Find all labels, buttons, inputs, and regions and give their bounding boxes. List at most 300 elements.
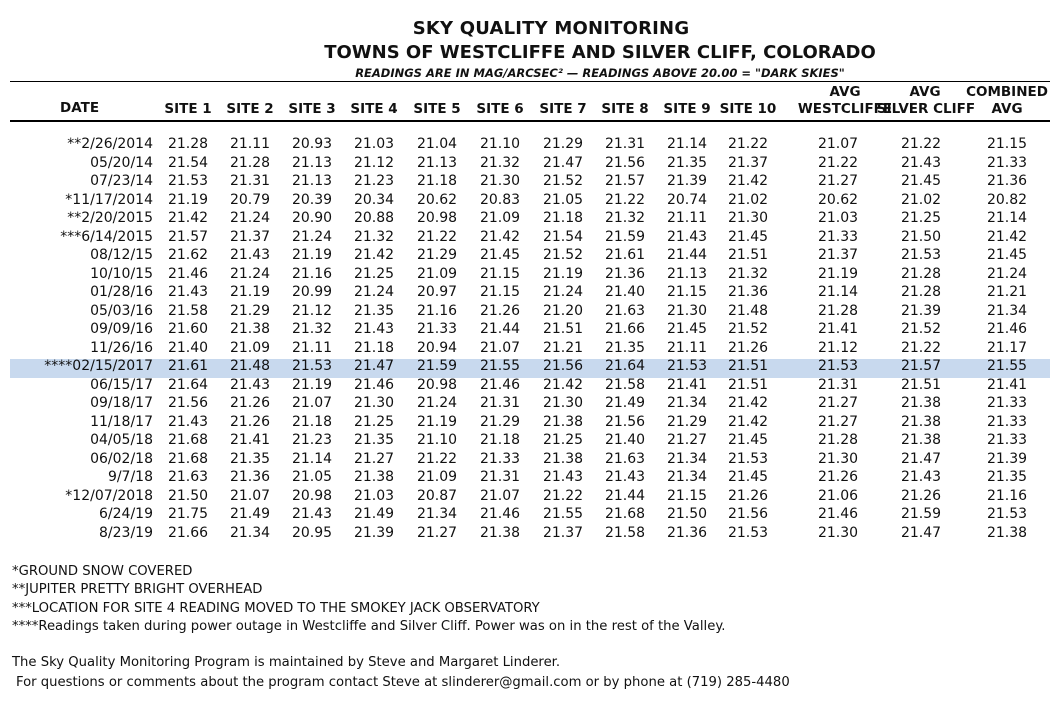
col-header-combined: AVG bbox=[991, 101, 1023, 117]
cell-site-2: 21.48 bbox=[229, 358, 271, 374]
cell-site-2: 21.24 bbox=[229, 210, 271, 226]
cell-site-10: 21.42 bbox=[727, 395, 769, 411]
cell-site-8: 21.22 bbox=[604, 191, 646, 208]
cell-site-2: 21.07 bbox=[229, 487, 271, 504]
cell-site-3: 21.19 bbox=[291, 247, 333, 263]
cell-site-2: 21.35 bbox=[229, 450, 271, 467]
cell-site-8: 21.68 bbox=[604, 506, 646, 522]
cell-site-6: 21.42 bbox=[479, 228, 521, 245]
cell-combined-avg: 21.35 bbox=[986, 469, 1028, 485]
cell-site-6: 21.45 bbox=[479, 247, 521, 263]
readings-table bbox=[0, 135, 1062, 542]
cell-combined-avg: 21.41 bbox=[986, 376, 1028, 393]
cell-avg-westcliffe: 21.14 bbox=[817, 284, 859, 300]
cell-avg-westcliffe: 21.22 bbox=[817, 154, 859, 171]
cell-site-3: 21.16 bbox=[291, 265, 333, 282]
col-header-site-4: SITE 4 bbox=[350, 101, 398, 117]
cell-date: ****02/15/2017 bbox=[44, 358, 153, 374]
cell-avg-silvercliff: 21.38 bbox=[900, 395, 942, 411]
table-row bbox=[0, 468, 1062, 487]
cell-site-3: 21.19 bbox=[291, 376, 333, 393]
cell-site-6: 21.33 bbox=[479, 450, 521, 467]
cell-site-3: 21.07 bbox=[291, 395, 333, 411]
cell-site-10: 21.36 bbox=[727, 284, 769, 300]
cell-site-9: 21.34 bbox=[666, 469, 708, 485]
cell-site-1: 21.60 bbox=[167, 321, 209, 337]
cell-date: 9/7/18 bbox=[107, 469, 153, 485]
cell-avg-silvercliff: 21.39 bbox=[900, 302, 942, 319]
cell-avg-westcliffe: 21.30 bbox=[817, 524, 859, 541]
cell-site-4: 21.30 bbox=[353, 395, 395, 411]
cell-site-1: 21.28 bbox=[167, 136, 209, 152]
cell-site-5: 21.09 bbox=[416, 265, 458, 282]
cell-site-10: 21.52 bbox=[727, 321, 769, 337]
cell-avg-silvercliff: 21.52 bbox=[900, 321, 942, 337]
cell-combined-avg: 21.33 bbox=[986, 154, 1028, 171]
cell-site-10: 21.53 bbox=[727, 450, 769, 467]
header-top-rule bbox=[10, 81, 1050, 82]
cell-site-4: 21.38 bbox=[353, 469, 395, 485]
cell-site-1: 21.54 bbox=[167, 154, 209, 171]
cell-site-4: 21.25 bbox=[353, 413, 395, 430]
cell-date: 08/12/15 bbox=[90, 247, 153, 263]
cell-avg-westcliffe: 21.03 bbox=[817, 210, 859, 226]
table-row bbox=[0, 265, 1062, 284]
cell-site-9: 21.15 bbox=[666, 284, 708, 300]
cell-site-10: 21.45 bbox=[727, 432, 769, 448]
cell-date: 01/28/16 bbox=[90, 284, 153, 300]
cell-site-9: 21.36 bbox=[666, 524, 708, 541]
cell-site-9: 21.44 bbox=[666, 247, 708, 263]
cell-site-4: 21.47 bbox=[353, 358, 395, 374]
cell-combined-avg: 21.42 bbox=[986, 228, 1028, 245]
cell-avg-westcliffe: 21.31 bbox=[817, 376, 859, 393]
cell-avg-silvercliff: 21.43 bbox=[900, 154, 942, 171]
cell-avg-westcliffe: 21.53 bbox=[817, 358, 859, 374]
table-row bbox=[0, 135, 1062, 154]
cell-site-8: 21.59 bbox=[604, 228, 646, 245]
cell-site-10: 21.42 bbox=[727, 173, 769, 189]
cell-site-10: 21.02 bbox=[727, 191, 769, 208]
footnote: **JUPITER PRETTY BRIGHT OVERHEAD bbox=[12, 582, 263, 598]
cell-site-5: 21.10 bbox=[416, 432, 458, 448]
cell-date: 06/02/18 bbox=[90, 450, 153, 467]
cell-avg-westcliffe: 21.46 bbox=[817, 506, 859, 522]
cell-combined-avg: 21.33 bbox=[986, 413, 1028, 430]
cell-site-7: 21.55 bbox=[542, 506, 584, 522]
table-row bbox=[0, 505, 1062, 524]
cell-site-7: 21.38 bbox=[542, 450, 584, 467]
cell-site-4: 21.18 bbox=[353, 339, 395, 356]
cell-site-3: 20.95 bbox=[291, 524, 333, 541]
cell-site-4: 21.39 bbox=[353, 524, 395, 541]
cell-site-10: 21.26 bbox=[727, 339, 769, 356]
cell-site-1: 21.64 bbox=[167, 376, 209, 393]
cell-site-8: 21.63 bbox=[604, 450, 646, 467]
table-row bbox=[0, 154, 1062, 173]
cell-avg-westcliffe: 21.07 bbox=[817, 136, 859, 152]
table-row bbox=[0, 209, 1062, 228]
cell-site-1: 21.46 bbox=[167, 265, 209, 282]
cell-site-6: 21.18 bbox=[479, 432, 521, 448]
cell-site-9: 21.34 bbox=[666, 395, 708, 411]
cell-combined-avg: 21.34 bbox=[986, 302, 1028, 319]
cell-site-2: 21.37 bbox=[229, 228, 271, 245]
cell-site-7: 21.05 bbox=[542, 191, 584, 208]
cell-site-8: 21.49 bbox=[604, 395, 646, 411]
cell-site-2: 21.09 bbox=[229, 339, 271, 356]
cell-site-2: 21.34 bbox=[229, 524, 271, 541]
col-header-site-6: SITE 6 bbox=[476, 101, 524, 117]
cell-site-6: 21.10 bbox=[479, 136, 521, 152]
cell-site-5: 20.62 bbox=[416, 191, 458, 208]
table-row bbox=[0, 413, 1062, 432]
cell-site-3: 21.32 bbox=[291, 321, 333, 337]
cell-site-5: 21.22 bbox=[416, 228, 458, 245]
cell-site-2: 21.26 bbox=[229, 413, 271, 430]
cell-avg-silvercliff: 21.51 bbox=[900, 376, 942, 393]
cell-avg-silvercliff: 21.45 bbox=[900, 173, 942, 189]
cell-date: 6/24/19 bbox=[99, 506, 153, 522]
cell-date: 05/20/14 bbox=[90, 154, 153, 171]
cell-site-6: 21.09 bbox=[479, 210, 521, 226]
cell-site-8: 21.56 bbox=[604, 154, 646, 171]
cell-site-7: 21.56 bbox=[542, 358, 584, 374]
cell-avg-silvercliff: 21.47 bbox=[900, 450, 942, 467]
cell-site-6: 21.31 bbox=[479, 395, 521, 411]
cell-avg-westcliffe: 21.37 bbox=[817, 247, 859, 263]
cell-avg-silvercliff: 21.02 bbox=[900, 191, 942, 208]
cell-combined-avg: 21.39 bbox=[986, 450, 1028, 467]
col-header-avg-westcliffe: WESTCLIFFE bbox=[797, 101, 893, 117]
cell-site-1: 21.61 bbox=[167, 358, 209, 374]
cell-site-6: 21.15 bbox=[479, 265, 521, 282]
cell-site-8: 21.40 bbox=[604, 284, 646, 300]
cell-site-6: 21.44 bbox=[479, 321, 521, 337]
cell-site-2: 21.24 bbox=[229, 265, 271, 282]
cell-site-3: 21.13 bbox=[291, 154, 333, 171]
cell-site-5: 21.24 bbox=[416, 395, 458, 411]
cell-site-8: 21.61 bbox=[604, 247, 646, 263]
cell-site-8: 21.43 bbox=[604, 469, 646, 485]
cell-site-1: 21.43 bbox=[167, 284, 209, 300]
cell-site-6: 21.38 bbox=[479, 524, 521, 541]
cell-site-10: 21.30 bbox=[727, 210, 769, 226]
col-header-site-5: SITE 5 bbox=[413, 101, 461, 117]
col-header-site-3: SITE 3 bbox=[288, 101, 336, 117]
table-row bbox=[0, 320, 1062, 339]
cell-avg-silvercliff: 21.59 bbox=[900, 506, 942, 522]
cell-site-3: 20.39 bbox=[291, 191, 333, 208]
cell-date: *11/17/2014 bbox=[65, 191, 153, 208]
cell-site-2: 21.11 bbox=[229, 136, 271, 152]
col-header-combined-top: COMBINED bbox=[966, 84, 1048, 100]
cell-combined-avg: 21.53 bbox=[986, 506, 1028, 522]
cell-combined-avg: 21.55 bbox=[986, 358, 1028, 374]
cell-site-6: 21.15 bbox=[479, 284, 521, 300]
cell-site-7: 21.18 bbox=[542, 210, 584, 226]
cell-avg-silvercliff: 21.57 bbox=[900, 358, 942, 374]
cell-site-5: 21.16 bbox=[416, 302, 458, 319]
cell-site-7: 21.42 bbox=[542, 376, 584, 393]
cell-avg-silvercliff: 21.25 bbox=[900, 210, 942, 226]
cell-site-5: 20.98 bbox=[416, 210, 458, 226]
cell-date: 06/15/17 bbox=[90, 376, 153, 393]
cell-site-7: 21.29 bbox=[542, 136, 584, 152]
cell-date: 11/18/17 bbox=[90, 413, 153, 430]
cell-avg-westcliffe: 21.28 bbox=[817, 432, 859, 448]
cell-site-8: 21.57 bbox=[604, 173, 646, 189]
cell-site-5: 21.13 bbox=[416, 154, 458, 171]
cell-site-1: 21.43 bbox=[167, 413, 209, 430]
cell-site-3: 21.11 bbox=[291, 339, 333, 356]
table-row bbox=[0, 431, 1062, 450]
cell-site-7: 21.22 bbox=[542, 487, 584, 504]
cell-site-5: 20.98 bbox=[416, 376, 458, 393]
cell-site-10: 21.22 bbox=[727, 136, 769, 152]
cell-site-1: 21.53 bbox=[167, 173, 209, 189]
cell-site-7: 21.21 bbox=[542, 339, 584, 356]
units-note: READINGS ARE IN MAG/ARCSEC² — READINGS ABOVE 20.00 = "DARK SKIES" bbox=[355, 66, 845, 80]
cell-site-10: 21.26 bbox=[727, 487, 769, 504]
cell-site-7: 21.38 bbox=[542, 413, 584, 430]
table-row bbox=[0, 283, 1062, 302]
cell-site-7: 21.20 bbox=[542, 302, 584, 319]
cell-avg-westcliffe: 21.26 bbox=[817, 469, 859, 485]
cell-site-2: 21.41 bbox=[229, 432, 271, 448]
cell-site-10: 21.56 bbox=[727, 506, 769, 522]
cell-date: *12/07/2018 bbox=[65, 487, 153, 504]
cell-site-7: 21.43 bbox=[542, 469, 584, 485]
cell-site-2: 21.31 bbox=[229, 173, 271, 189]
cell-date: 8/23/19 bbox=[99, 524, 153, 541]
cell-site-4: 21.23 bbox=[353, 173, 395, 189]
cell-site-2: 21.43 bbox=[229, 247, 271, 263]
cell-avg-westcliffe: 21.33 bbox=[817, 228, 859, 245]
cell-site-5: 21.34 bbox=[416, 506, 458, 522]
cell-site-4: 21.24 bbox=[353, 284, 395, 300]
cell-avg-silvercliff: 21.43 bbox=[900, 469, 942, 485]
cell-site-3: 20.98 bbox=[291, 487, 333, 504]
cell-date: 09/09/16 bbox=[90, 321, 153, 337]
cell-avg-westcliffe: 21.06 bbox=[817, 487, 859, 504]
cell-site-8: 21.66 bbox=[604, 321, 646, 337]
cell-combined-avg: 21.38 bbox=[986, 524, 1028, 541]
cell-site-1: 21.57 bbox=[167, 228, 209, 245]
cell-site-8: 21.63 bbox=[604, 302, 646, 319]
cell-avg-silvercliff: 21.22 bbox=[900, 136, 942, 152]
col-header-avg-silvercliff-top: AVG bbox=[909, 84, 941, 100]
cell-site-9: 21.14 bbox=[666, 136, 708, 152]
cell-date: ***6/14/2015 bbox=[60, 228, 153, 245]
cell-site-4: 20.88 bbox=[353, 210, 395, 226]
cell-site-3: 21.14 bbox=[291, 450, 333, 467]
cell-site-9: 21.30 bbox=[666, 302, 708, 319]
cell-date: 09/18/17 bbox=[90, 395, 153, 411]
cell-site-3: 21.18 bbox=[291, 413, 333, 430]
cell-avg-silvercliff: 21.38 bbox=[900, 413, 942, 430]
cell-site-9: 21.50 bbox=[666, 506, 708, 522]
cell-site-5: 20.94 bbox=[416, 339, 458, 356]
cell-site-10: 21.53 bbox=[727, 524, 769, 541]
cell-site-4: 21.49 bbox=[353, 506, 395, 522]
cell-combined-avg: 21.36 bbox=[986, 173, 1028, 189]
cell-site-1: 21.68 bbox=[167, 432, 209, 448]
cell-site-9: 21.11 bbox=[666, 210, 708, 226]
cell-avg-silvercliff: 21.22 bbox=[900, 339, 942, 356]
cell-site-4: 21.42 bbox=[353, 247, 395, 263]
cell-combined-avg: 21.33 bbox=[986, 432, 1028, 448]
footer-contact: For questions or comments about the program contact Steve at slinderer@gmail.com or by phone at (719) 285-4480 bbox=[16, 675, 790, 690]
col-header-avg-silvercliff: SILVER CLIFF bbox=[876, 101, 976, 117]
cell-site-6: 21.46 bbox=[479, 376, 521, 393]
cell-combined-avg: 21.17 bbox=[986, 339, 1028, 356]
cell-site-5: 21.29 bbox=[416, 247, 458, 263]
cell-combined-avg: 21.21 bbox=[986, 284, 1028, 300]
cell-site-8: 21.35 bbox=[604, 339, 646, 356]
cell-site-9: 21.13 bbox=[666, 265, 708, 282]
cell-site-7: 21.47 bbox=[542, 154, 584, 171]
footnote: ****Readings taken during power outage in Westcliffe and Silver Cliff. Power was on in the rest of the Valley. bbox=[12, 619, 726, 635]
cell-site-7: 21.30 bbox=[542, 395, 584, 411]
col-header-avg-westcliffe-top: AVG bbox=[829, 84, 861, 100]
cell-site-5: 21.19 bbox=[416, 413, 458, 430]
cell-site-3: 21.05 bbox=[291, 469, 333, 485]
cell-combined-avg: 21.46 bbox=[986, 321, 1028, 337]
cell-site-5: 21.18 bbox=[416, 173, 458, 189]
col-header-date: DATE bbox=[60, 100, 100, 116]
cell-site-9: 21.39 bbox=[666, 173, 708, 189]
footnote: *GROUND SNOW COVERED bbox=[12, 564, 193, 579]
cell-site-9: 21.29 bbox=[666, 413, 708, 430]
cell-date: 10/10/15 bbox=[90, 265, 153, 282]
cell-date: 05/03/16 bbox=[90, 302, 153, 319]
cell-site-9: 20.74 bbox=[666, 191, 708, 208]
cell-site-3: 21.53 bbox=[291, 358, 333, 374]
cell-site-1: 21.75 bbox=[167, 506, 209, 522]
cell-site-1: 21.42 bbox=[167, 210, 209, 226]
cell-site-6: 21.07 bbox=[479, 487, 521, 504]
cell-site-9: 21.27 bbox=[666, 432, 708, 448]
cell-site-5: 21.22 bbox=[416, 450, 458, 467]
cell-avg-silvercliff: 21.53 bbox=[900, 247, 942, 263]
cell-site-10: 21.51 bbox=[727, 358, 769, 374]
cell-site-7: 21.25 bbox=[542, 432, 584, 448]
cell-date: **2/20/2015 bbox=[67, 210, 153, 226]
table-row bbox=[0, 524, 1062, 543]
cell-site-5: 21.59 bbox=[416, 358, 458, 374]
cell-avg-silvercliff: 21.28 bbox=[900, 284, 942, 300]
cell-avg-silvercliff: 21.38 bbox=[900, 432, 942, 448]
cell-site-2: 21.26 bbox=[229, 395, 271, 411]
cell-site-3: 21.43 bbox=[291, 506, 333, 522]
cell-avg-westcliffe: 21.27 bbox=[817, 395, 859, 411]
cell-site-2: 21.36 bbox=[229, 469, 271, 485]
cell-site-5: 21.27 bbox=[416, 524, 458, 541]
cell-site-8: 21.64 bbox=[604, 358, 646, 374]
cell-site-4: 21.43 bbox=[353, 321, 395, 337]
cell-date: 11/26/16 bbox=[90, 339, 153, 356]
cell-site-5: 21.04 bbox=[416, 136, 458, 152]
cell-avg-westcliffe: 21.41 bbox=[817, 321, 859, 337]
cell-avg-westcliffe: 21.27 bbox=[817, 173, 859, 189]
cell-site-3: 20.93 bbox=[291, 136, 333, 152]
cell-site-10: 21.42 bbox=[727, 413, 769, 430]
cell-site-10: 21.37 bbox=[727, 154, 769, 171]
cell-site-3: 21.12 bbox=[291, 302, 333, 319]
cell-date: 07/23/14 bbox=[90, 173, 153, 189]
cell-site-6: 21.31 bbox=[479, 469, 521, 485]
cell-combined-avg: 21.14 bbox=[986, 210, 1028, 226]
cell-site-8: 21.44 bbox=[604, 487, 646, 504]
cell-site-4: 20.34 bbox=[353, 191, 395, 208]
cell-combined-avg: 20.82 bbox=[986, 191, 1028, 208]
cell-site-5: 21.33 bbox=[416, 321, 458, 337]
cell-site-1: 21.63 bbox=[167, 469, 209, 485]
cell-site-4: 21.46 bbox=[353, 376, 395, 393]
col-header-site-9: SITE 9 bbox=[663, 101, 711, 117]
cell-site-1: 21.56 bbox=[167, 395, 209, 411]
cell-site-6: 21.32 bbox=[479, 154, 521, 171]
col-header-site-7: SITE 7 bbox=[539, 101, 587, 117]
cell-site-8: 21.58 bbox=[604, 524, 646, 541]
cell-date: **2/26/2014 bbox=[67, 136, 153, 152]
cell-site-1: 21.66 bbox=[167, 524, 209, 541]
cell-site-6: 21.26 bbox=[479, 302, 521, 319]
cell-avg-silvercliff: 21.50 bbox=[900, 228, 942, 245]
cell-site-2: 20.79 bbox=[229, 191, 271, 208]
page-subtitle: TOWNS OF WESTCLIFFE AND SILVER CLIFF, COLORADO bbox=[324, 42, 876, 63]
cell-site-9: 21.53 bbox=[666, 358, 708, 374]
cell-site-5: 21.09 bbox=[416, 469, 458, 485]
cell-site-3: 21.24 bbox=[291, 228, 333, 245]
footer-maintainers: The Sky Quality Monitoring Program is maintained by Steve and Margaret Linderer. bbox=[12, 655, 561, 670]
cell-site-3: 20.99 bbox=[291, 284, 333, 300]
table-row bbox=[0, 172, 1062, 191]
cell-site-7: 21.24 bbox=[542, 284, 584, 300]
cell-site-10: 21.45 bbox=[727, 469, 769, 485]
table-row bbox=[0, 450, 1062, 469]
cell-date: 04/05/18 bbox=[90, 432, 153, 448]
table-row bbox=[0, 357, 1062, 376]
table-row bbox=[0, 246, 1062, 265]
cell-site-4: 21.03 bbox=[353, 487, 395, 504]
cell-site-7: 21.52 bbox=[542, 247, 584, 263]
cell-site-10: 21.51 bbox=[727, 247, 769, 263]
cell-site-4: 21.12 bbox=[353, 154, 395, 171]
col-header-site-8: SITE 8 bbox=[601, 101, 649, 117]
table-row bbox=[0, 191, 1062, 210]
cell-site-10: 21.48 bbox=[727, 302, 769, 319]
cell-site-1: 21.58 bbox=[167, 302, 209, 319]
cell-site-9: 21.11 bbox=[666, 339, 708, 356]
cell-avg-silvercliff: 21.28 bbox=[900, 265, 942, 282]
cell-site-3: 21.13 bbox=[291, 173, 333, 189]
cell-site-6: 21.30 bbox=[479, 173, 521, 189]
cell-site-4: 21.32 bbox=[353, 228, 395, 245]
header-bottom-rule bbox=[10, 120, 1050, 122]
cell-site-1: 21.62 bbox=[167, 247, 209, 263]
cell-avg-westcliffe: 20.62 bbox=[817, 191, 859, 208]
cell-site-2: 21.19 bbox=[229, 284, 271, 300]
cell-site-2: 21.38 bbox=[229, 321, 271, 337]
table-row bbox=[0, 302, 1062, 321]
cell-site-4: 21.35 bbox=[353, 302, 395, 319]
cell-site-9: 21.41 bbox=[666, 376, 708, 393]
cell-combined-avg: 21.15 bbox=[986, 136, 1028, 152]
cell-site-1: 21.68 bbox=[167, 450, 209, 467]
table-row bbox=[0, 339, 1062, 358]
